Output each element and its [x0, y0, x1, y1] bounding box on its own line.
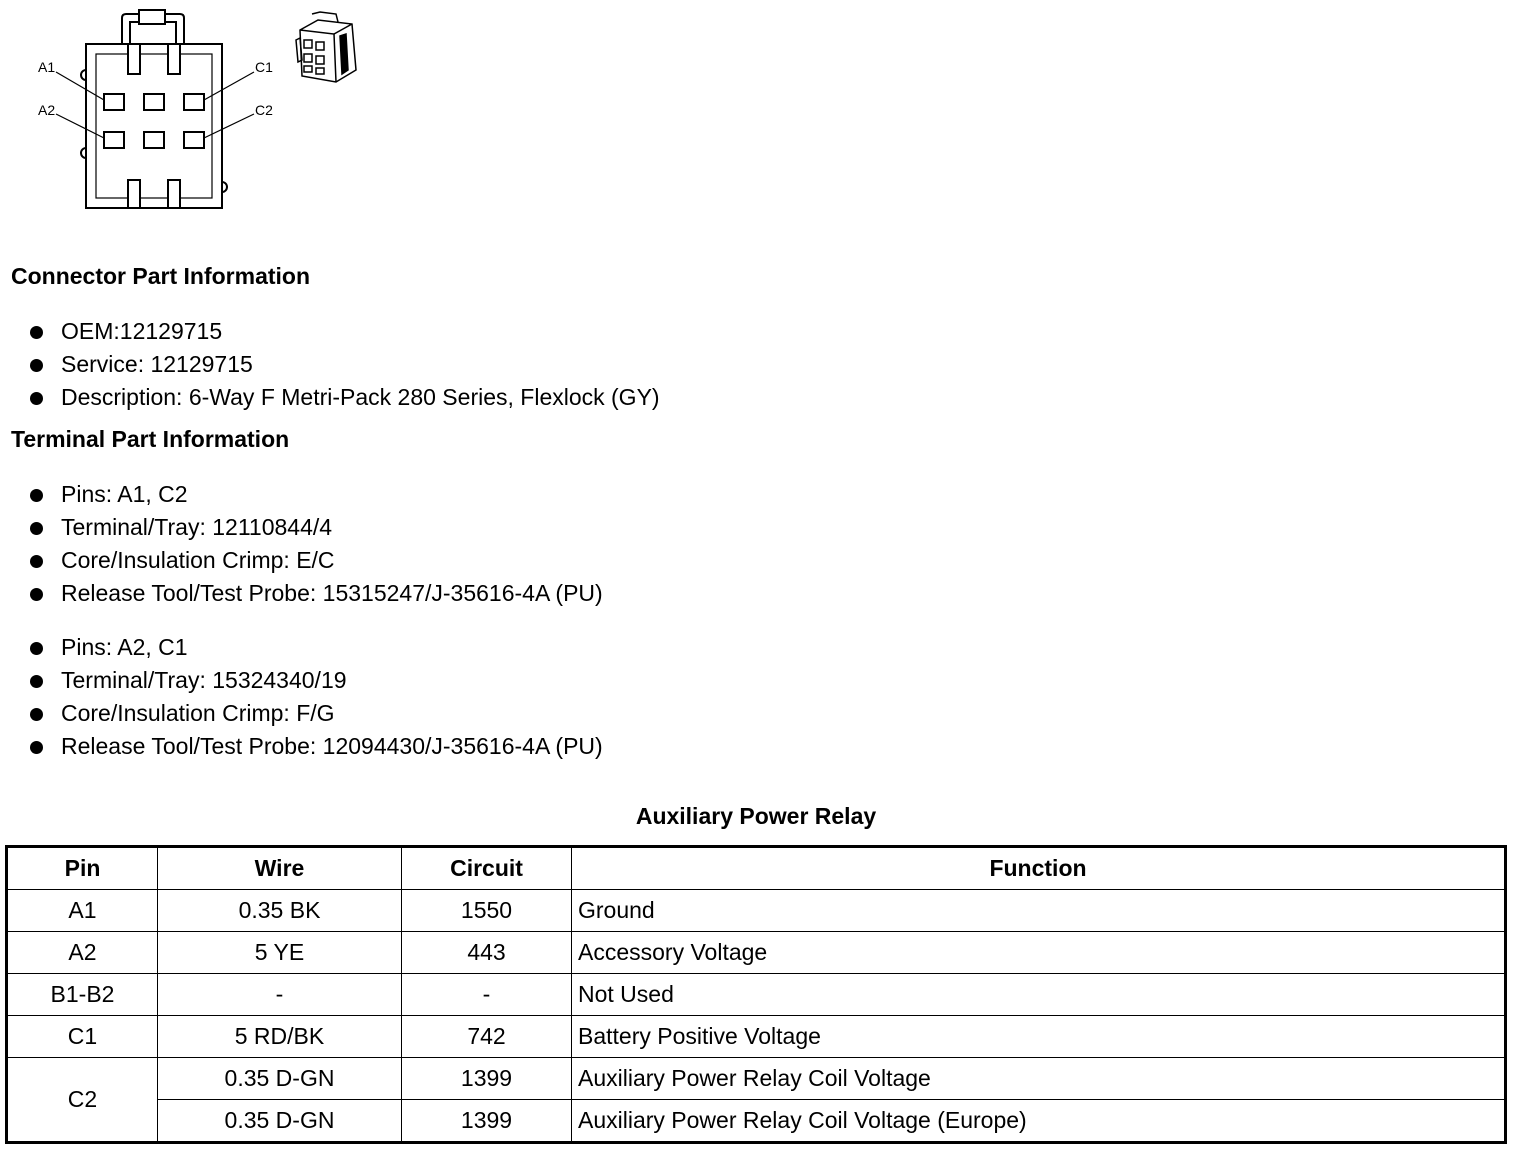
- cell-pin: B1-B2: [7, 974, 158, 1016]
- table-row: [7, 974, 1506, 1016]
- list-item: Release Tool/Test Probe: 12094430/J-35616-4A (PU): [0, 730, 603, 763]
- header-pin: Pin: [7, 847, 158, 890]
- table-row: [7, 890, 1506, 932]
- cell-wire: 0.35 D-GN: [158, 1058, 402, 1100]
- cavity-label-c2: C2: [255, 102, 273, 118]
- table-header-row: [7, 847, 1506, 890]
- cell-pin: A2: [7, 932, 158, 974]
- cell-function: Auxiliary Power Relay Coil Voltage (Europe): [572, 1100, 1506, 1143]
- cell-function: Auxiliary Power Relay Coil Voltage: [572, 1058, 1506, 1100]
- table-row: [7, 1100, 1506, 1143]
- cavity-label-a2: A2: [38, 102, 56, 118]
- terminal-part-info-title: Terminal Part Information: [11, 426, 290, 452]
- header-wire: Wire: [158, 847, 402, 890]
- cell-function: Ground: [572, 890, 1506, 932]
- cell-circuit: -: [402, 974, 572, 1016]
- cell-circuit: 443: [402, 932, 572, 974]
- cavity-a2: [104, 132, 124, 148]
- cell-wire: 5 RD/BK: [158, 1016, 402, 1058]
- cell-pin: C1: [7, 1016, 158, 1058]
- list-item: Terminal/Tray: 15324340/19: [0, 664, 603, 697]
- cavity-a1: [104, 94, 124, 110]
- connector-part-info-title: Connector Part Information: [11, 263, 311, 289]
- cavity-c1: [184, 94, 204, 110]
- cell-pin: A1: [7, 890, 158, 932]
- cell-function: Battery Positive Voltage: [572, 1016, 1506, 1058]
- cell-function: Not Used: [572, 974, 1506, 1016]
- list-item: Service: 12129715: [0, 348, 660, 381]
- cavity-label-a1: A1: [38, 59, 56, 75]
- cell-wire: 0.35 BK: [158, 890, 402, 932]
- terminal-part-info-group-1: [0, 478, 603, 610]
- cell-circuit: 1399: [402, 1100, 572, 1143]
- list-item: Core/Insulation Crimp: F/G: [0, 697, 603, 730]
- terminal-part-info-group-2: [0, 631, 603, 763]
- list-item: Release Tool/Test Probe: 15315247/J-35616-4A (PU): [0, 577, 603, 610]
- pin-table: [5, 845, 1507, 1144]
- cell-pin: C2: [7, 1058, 158, 1143]
- list-item: Pins: A1, C2: [0, 478, 603, 511]
- cell-function: Accessory Voltage: [572, 932, 1506, 974]
- list-item: OEM:12129715: [0, 315, 660, 348]
- list-item: Description: 6-Way F Metri-Pack 280 Series, Flexlock (GY): [0, 381, 660, 414]
- table-row: [7, 932, 1506, 974]
- cell-wire: 5 YE: [158, 932, 402, 974]
- cell-wire: -: [158, 974, 402, 1016]
- connector-diagram: [0, 0, 370, 215]
- list-item: Pins: A2, C1: [0, 631, 603, 664]
- cell-circuit: 1550: [402, 890, 572, 932]
- cavity-c2: [184, 132, 204, 148]
- cavity-b1: [144, 94, 164, 110]
- table-row: [7, 1058, 1506, 1100]
- header-circuit: Circuit: [402, 847, 572, 890]
- cavity-label-c1: C1: [255, 59, 273, 75]
- connector-isometric-view: [296, 12, 356, 82]
- cavity-b2: [144, 132, 164, 148]
- list-item: Core/Insulation Crimp: E/C: [0, 544, 603, 577]
- connector-part-info-list: [0, 315, 660, 414]
- table-row: [7, 1016, 1506, 1058]
- table-title: Auxiliary Power Relay: [635, 803, 877, 829]
- cell-circuit: 1399: [402, 1058, 572, 1100]
- cell-wire: 0.35 D-GN: [158, 1100, 402, 1143]
- header-function: Function: [572, 847, 1506, 890]
- connector-face-view: [56, 10, 254, 208]
- list-item: Terminal/Tray: 12110844/4: [0, 511, 603, 544]
- cell-circuit: 742: [402, 1016, 572, 1058]
